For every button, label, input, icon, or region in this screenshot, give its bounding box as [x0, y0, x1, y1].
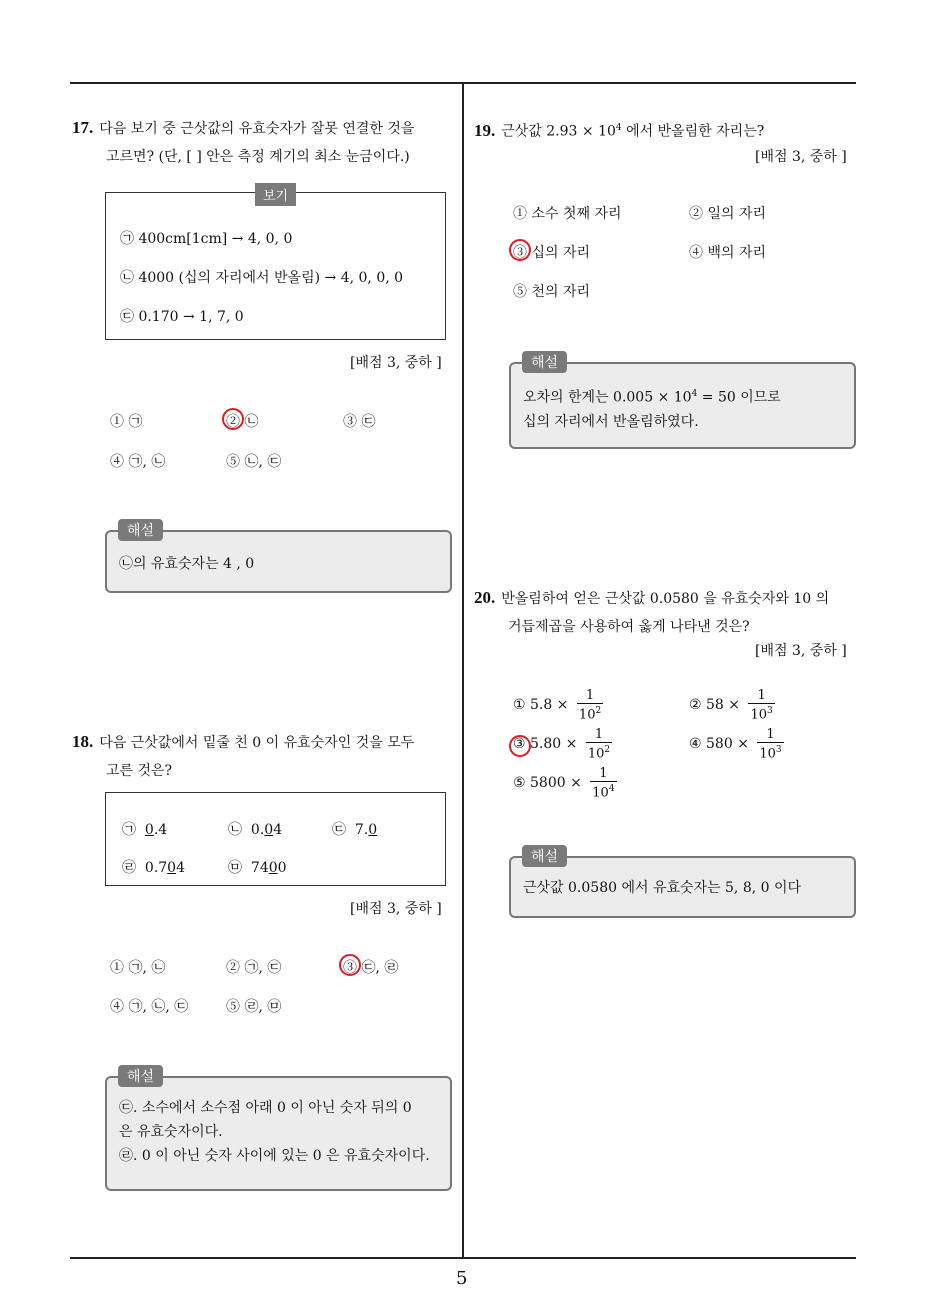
q17-answer-mark: [222, 408, 244, 430]
q17-choice-1[interactable]: ① ㉠: [110, 414, 143, 430]
q18-solution-label: 해설: [118, 1065, 163, 1087]
q17-bogi-item: ㉠ 400cm[1cm] → 4, 0, 0: [120, 231, 293, 247]
q17-points: [배점 3, 중하 ]: [350, 355, 442, 371]
q19-choice-1[interactable]: ① 소수 첫째 자리: [513, 206, 622, 222]
q20-points: [배점 3, 중하 ]: [755, 643, 847, 659]
q19-choice-4[interactable]: ④ 백의 자리: [689, 245, 766, 261]
q20-solution-label: 해설: [522, 845, 567, 867]
q18-solution-box: [105, 1076, 452, 1191]
q18-stem: [72, 728, 457, 785]
column-divider: [462, 82, 464, 1257]
q20-text-line1: 반올림하여 얻은 근삿값 0.0580 을 유효숫자와 10 의: [501, 591, 830, 607]
q20-choice-2[interactable]: ② 58 × $\frac{1}{10^3}$: [689, 688, 773, 723]
q17-solution-label: 해설: [118, 519, 163, 541]
q19-solution-line1: 오차의 한계는 $0.005 \times 10^4 = 50$ 이므로: [523, 389, 781, 406]
q17-bogi-item: ㉡ 4000 (십의 자리에서 반올림) → 4, 0, 0, 0: [120, 270, 404, 286]
q18-choice-1[interactable]: ① ㉠, ㉡: [110, 960, 166, 976]
q18-value: ㉣ 0.704: [122, 860, 186, 876]
q17-stem: [72, 114, 457, 171]
q18-points: [배점 3, 중하 ]: [350, 901, 442, 917]
q19-stem: 19. 근삿값 $2.93 \times 10^4$ 에서 반올림한 자리는?: [474, 120, 765, 140]
q18-solution-line: ㉢. 소수에서 소수점 아래 0 이 아닌 숫자 뒤의 0: [119, 1100, 412, 1116]
q19-choice-5[interactable]: ⑤ 천의 자리: [513, 284, 590, 300]
q18-text-line2: 고른 것은?: [106, 763, 173, 779]
q19-choice-3[interactable]: ③ 십의 자리: [513, 245, 590, 261]
q17-text-line2: 고르면? (단, [ ] 안은 측정 계기의 최소 눈금이다.): [106, 149, 410, 165]
q17-solution-text: ㉡의 유효숫자는 4 , 0: [119, 556, 255, 572]
q18-value: ㉡ 0.04: [228, 822, 283, 838]
q20-choice-4[interactable]: ④ 580 × $\frac{1}{10^3}$: [689, 727, 782, 762]
q17-choice-2[interactable]: ② ㉡: [226, 414, 259, 430]
q18-choice-5[interactable]: ⑤ ㉣, ㉤: [226, 999, 282, 1015]
bottom-rule: [70, 1257, 856, 1259]
q18-text-line1: 다음 근삿값에서 밑줄 친 0 이 유효숫자인 것을 모두: [99, 735, 415, 751]
q20-solution-text: 근삿값 0.0580 에서 유효숫자는 5, 8, 0 이다: [523, 880, 802, 896]
q19-number: 19.: [474, 120, 496, 140]
q18-choice-3[interactable]: ③ ㉢, ㉣: [343, 960, 399, 976]
q18-value: ㉠ 0.4: [122, 822, 168, 838]
page-number: 5: [456, 1268, 468, 1289]
q17-choice-3[interactable]: ③ ㉢: [343, 414, 376, 430]
q18-answer-mark: [339, 954, 361, 976]
q19-solution-label: 해설: [522, 351, 567, 373]
q19-answer-mark: [509, 239, 531, 261]
q17-text-line1: 다음 보기 중 근삿값의 유효숫자가 잘못 연결한 것을: [99, 121, 415, 137]
q20-answer-mark: [509, 735, 531, 757]
q19-choice-2[interactable]: ② 일의 자리: [689, 206, 766, 222]
q17-bogi-label: 보기: [255, 183, 296, 206]
q19-points: [배점 3, 중하 ]: [755, 149, 847, 165]
q20-number: 20.: [474, 588, 496, 607]
q18-value: ㉤ 7400: [228, 860, 287, 876]
q18-choice-4[interactable]: ④ ㉠, ㉡, ㉢: [110, 999, 189, 1015]
q17-choice-5[interactable]: ⑤ ㉡, ㉢: [226, 454, 282, 470]
q18-solution-line: 은 유효숫자이다.: [119, 1124, 223, 1140]
q20-choice-3[interactable]: ③ 5.80 × $\frac{1}{10^2}$: [513, 727, 611, 762]
q17-number: 17.: [72, 118, 94, 137]
q17-choice-4[interactable]: ④ ㉠, ㉡: [110, 454, 166, 470]
q17-bogi-item: ㉢ 0.170 → 1, 7, 0: [120, 309, 244, 325]
q18-solution-line: ㉣. 0 이 아닌 숫자 사이에 있는 0 은 유효숫자이다.: [119, 1148, 430, 1164]
q18-choice-2[interactable]: ② ㉠, ㉢: [226, 960, 282, 976]
q20-choice-1[interactable]: ① 5.8 × $\frac{1}{10^2}$: [513, 688, 602, 723]
q18-number: 18.: [72, 732, 94, 751]
q20-text-line2: 거듭제곱을 사용하여 옳게 나타낸 것은?: [508, 619, 750, 635]
q20-choice-5[interactable]: ⑤ 5800 × $\frac{1}{10^4}$: [513, 766, 615, 801]
q19-solution-line2: 십의 자리에서 반올림하였다.: [523, 413, 699, 430]
q20-stem: [474, 584, 864, 641]
q19-solution-box: [509, 362, 856, 449]
q18-value: ㉢ 7.0: [332, 822, 378, 838]
